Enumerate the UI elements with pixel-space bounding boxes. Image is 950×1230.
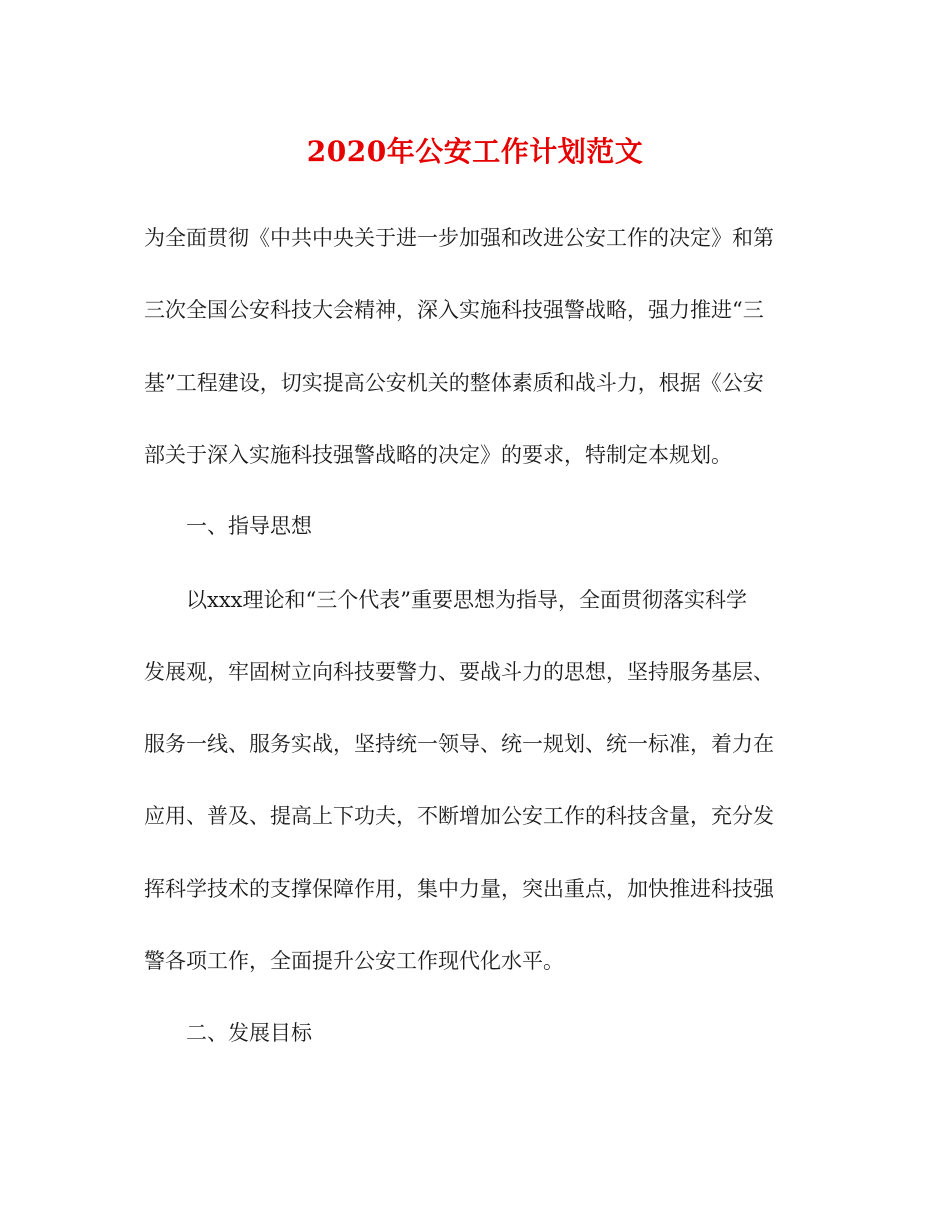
paragraph-line [0, 727, 950, 761]
section-heading-text: 一、指导思想 [186, 514, 312, 538]
paragraph-line-text: 为全面贯彻《中共中央关于进一步加强和改进公安工作的决定》和第 [144, 226, 774, 250]
paragraph-line-text: 以xxx理论和“三个代表”重要思想为指导，全面贯彻落实科学 [186, 588, 747, 612]
section-heading [0, 509, 950, 543]
paragraph-line [0, 366, 950, 400]
paragraph-line [0, 583, 950, 617]
paragraph-line [0, 944, 950, 978]
paragraph-line-text: 部关于深入实施科技强警战略的决定》的要求，特制定本规划。 [144, 443, 732, 467]
paragraph-line [0, 221, 950, 255]
document-title: 2020年公安工作计划范文 [306, 135, 644, 168]
paragraph-line [0, 799, 950, 833]
paragraph-line-text: 挥科学技术的支撑保障作用，集中力量，突出重点，加快推进科技强 [144, 877, 774, 901]
paragraph-line-text: 三次全国公安科技大会精神，深入实施科技强警战略，强力推进“三 [144, 298, 764, 322]
paragraph-line-text: 警各项工作，全面提升公安工作现代化水平。 [144, 949, 564, 973]
paragraph-line-text: 发展观，牢固树立向科技要警力、要战斗力的思想，坚持服务基层、 [144, 660, 774, 684]
paragraph-line-text: 应用、普及、提高上下功夫，不断增加公安工作的科技含量，充分发 [144, 804, 774, 828]
section-heading [0, 1016, 950, 1050]
paragraph-line [0, 293, 950, 327]
paragraph-line-text: 服务一线、服务实战，坚持统一领导、统一规划、统一标准，着力在 [144, 732, 774, 756]
section-heading-text: 二、发展目标 [186, 1021, 312, 1045]
paragraph-line [0, 438, 950, 472]
paragraph-line [0, 655, 950, 689]
paragraph-line [0, 872, 950, 906]
paragraph-line-text: 基”工程建设，切实提高公安机关的整体素质和战斗力，根据《公安 [144, 371, 764, 395]
